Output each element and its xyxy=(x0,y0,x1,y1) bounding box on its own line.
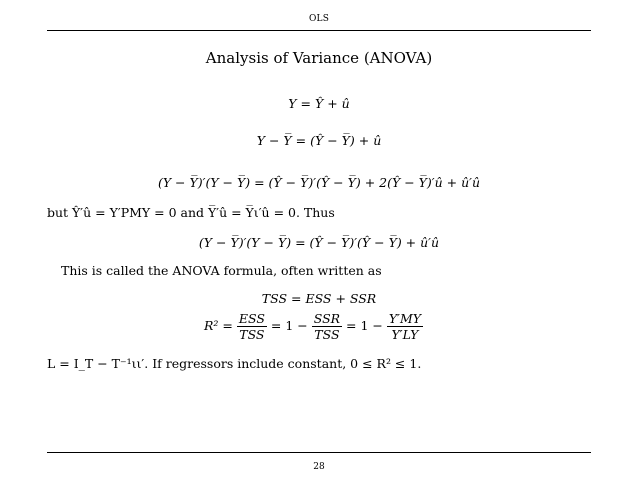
equation-tss-expanded: (Y − Y̅)′(Y − Y̅) = (Ŷ − Y̅)′(Ŷ − Y̅) + 2(Ŷ − Y̅)′û + û′û xyxy=(157,175,481,190)
footer-rule xyxy=(47,452,591,453)
equation-anova-formula: TSS = ESS + SSR xyxy=(261,291,377,306)
fraction-ssr-tss xyxy=(312,311,342,342)
equation-deviation: Y − Y̅ = (Ŷ − Y̅) + û xyxy=(256,133,382,148)
fraction-numerator: ESS xyxy=(238,311,265,326)
fraction-denominator: Y′LY xyxy=(391,327,419,342)
running-header: OLS xyxy=(308,14,330,24)
r-squared-lhs: R² = xyxy=(204,318,233,333)
fraction-ess-tss xyxy=(237,311,267,342)
r-squared-equals-one-minus: = 1 − xyxy=(270,318,308,333)
fraction-numerator: Y′MY xyxy=(388,311,422,326)
orthogonality-text: but Ŷ′û = Y′PMY = 0 and Y̅′û = Y̅ι′û = 0. Thus xyxy=(47,205,335,220)
r-squared-equals-one-minus: = 1 − xyxy=(346,318,383,333)
slide-title: Analysis of Variance (ANOVA) xyxy=(205,49,433,67)
fraction-ymy-yly xyxy=(387,311,423,342)
equation-r-squared xyxy=(204,311,423,342)
fraction-denominator: TSS xyxy=(239,327,265,342)
equation-tss-reduced: (Y − Y̅)′(Y − Y̅) = (Ŷ − Y̅)′(Ŷ − Y̅) + û′û xyxy=(198,235,440,250)
equation-decomposition: Y = Ŷ + û xyxy=(288,96,350,111)
anova-note: This is called the ANOVA formula, often written as xyxy=(61,263,382,278)
page-number: 28 xyxy=(313,462,325,472)
fraction-denominator: TSS xyxy=(314,327,340,342)
header-rule xyxy=(47,30,591,31)
fraction-numerator: SSR xyxy=(313,311,341,326)
projection-note: L = I_T − T⁻¹ιι′. If regressors include constant, 0 ≤ R² ≤ 1. xyxy=(47,356,422,371)
